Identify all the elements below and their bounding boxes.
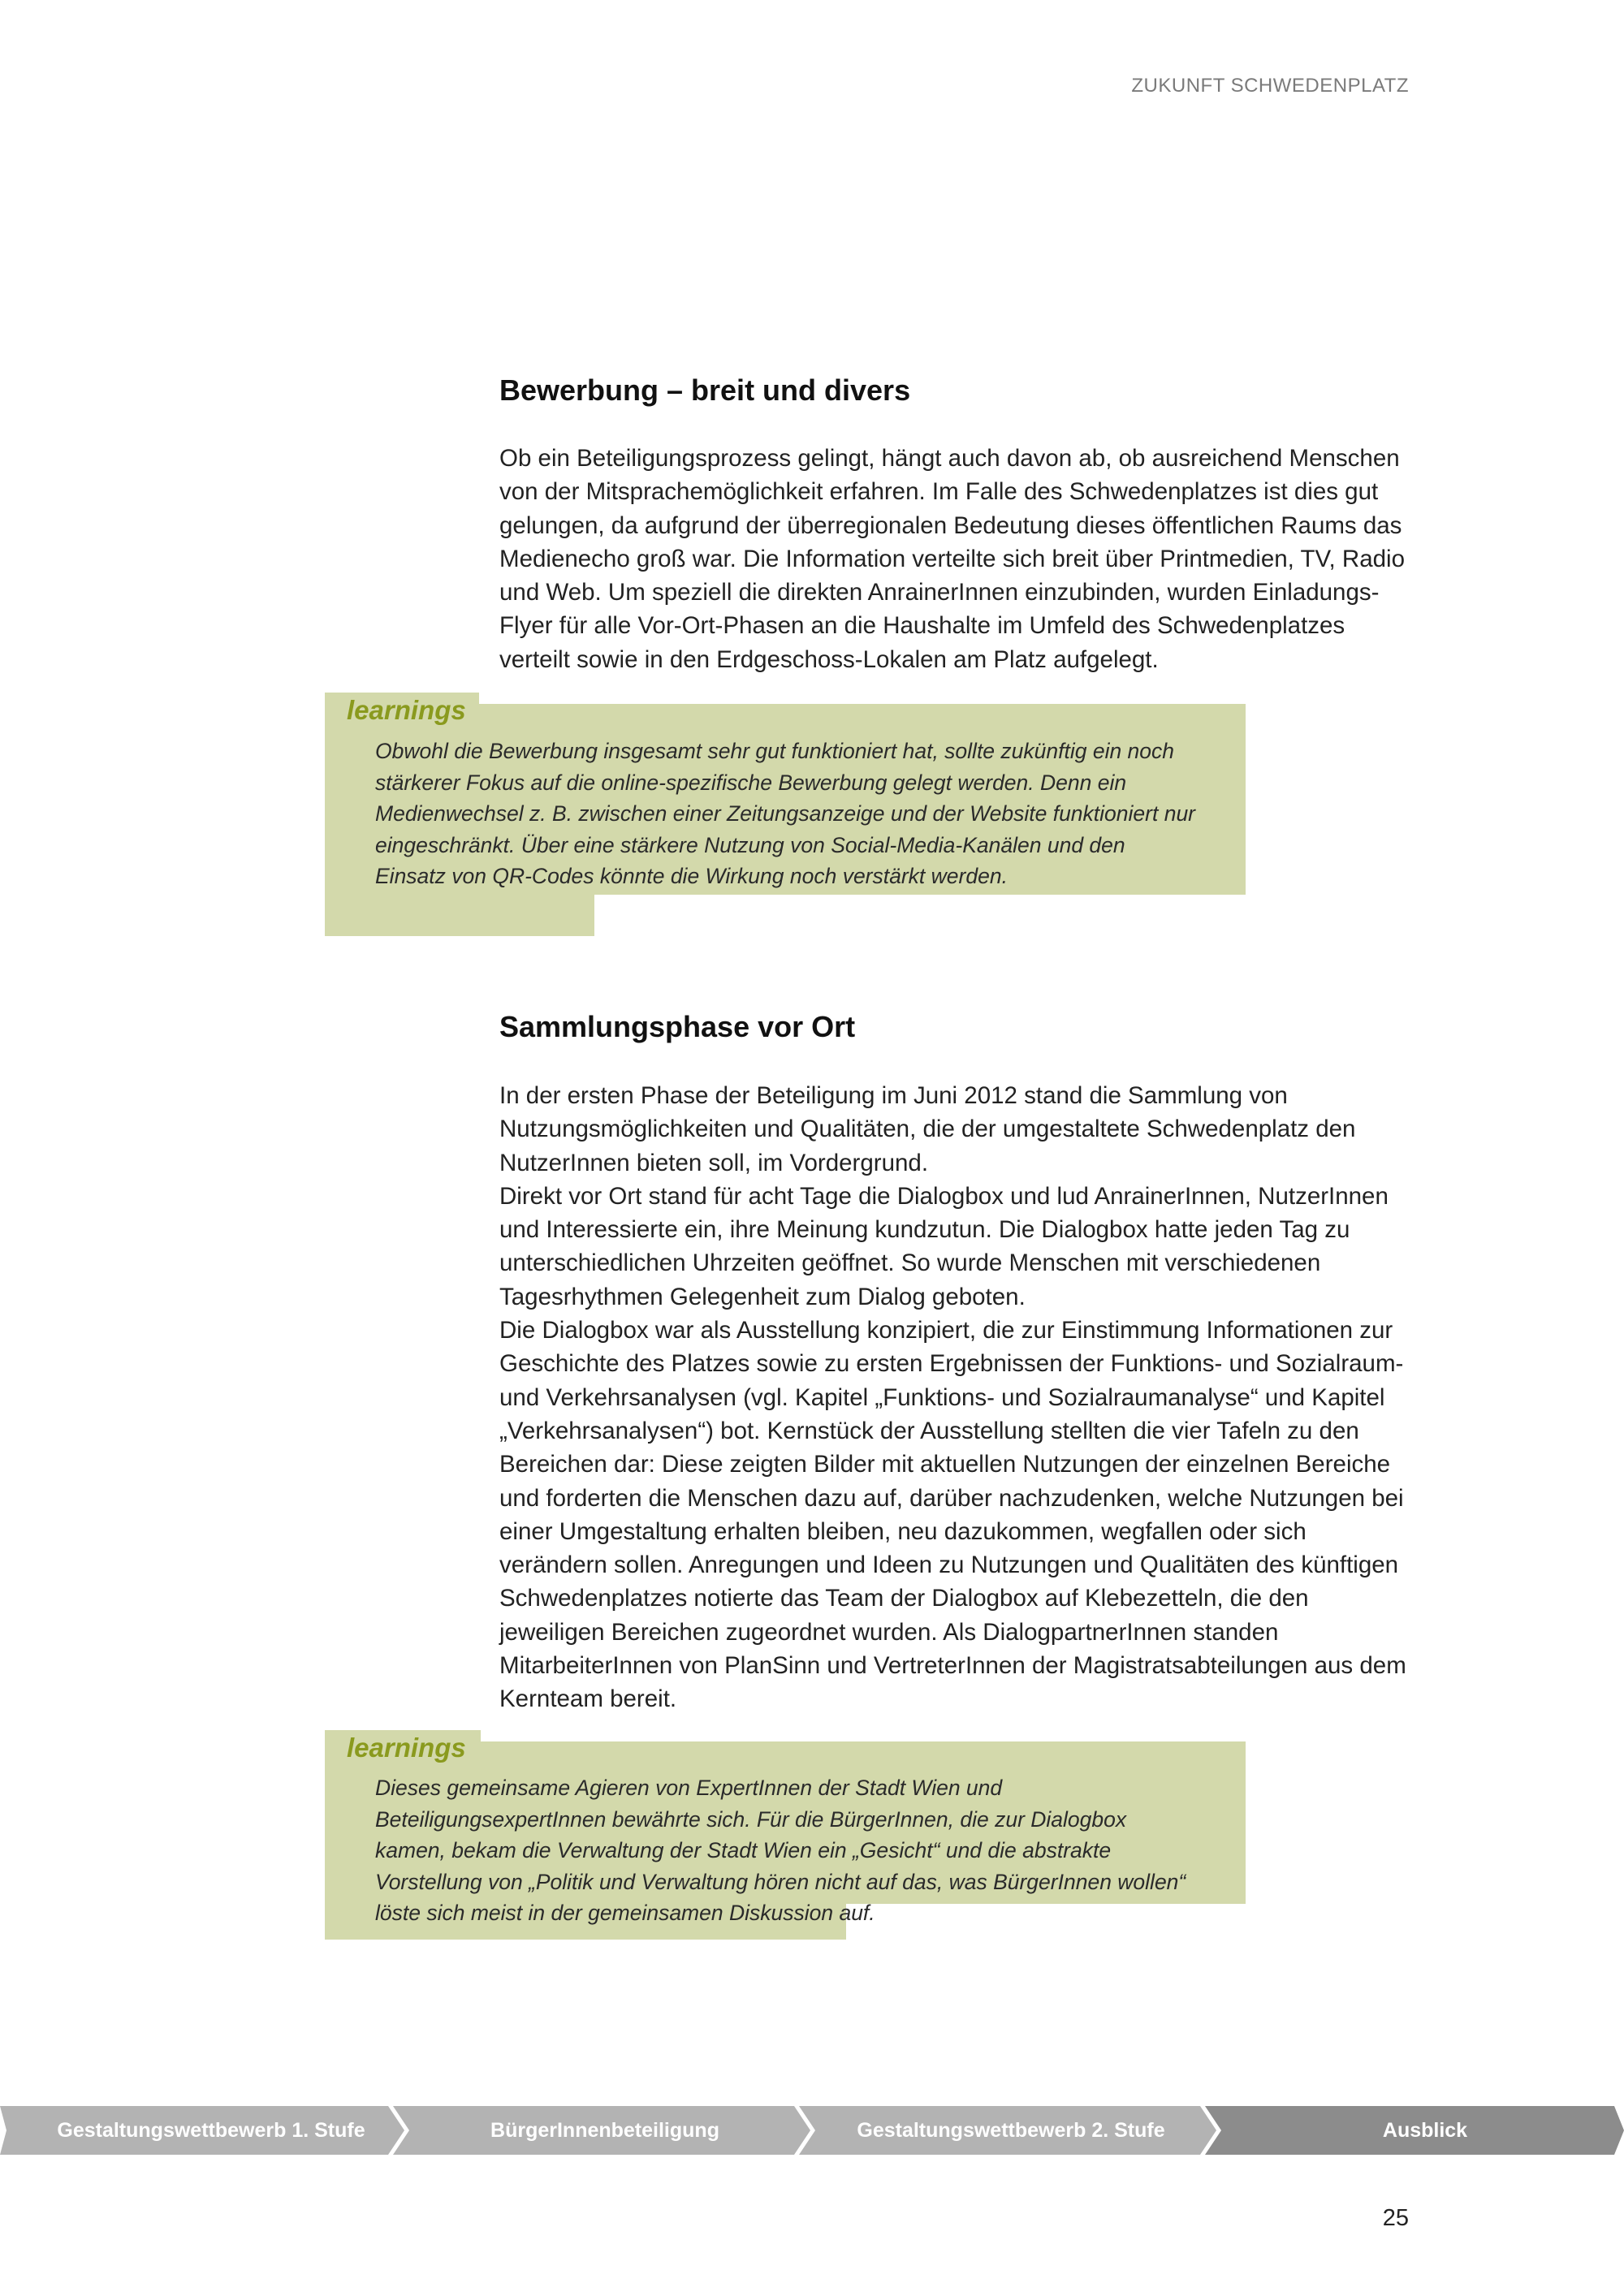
section-title-sammlungsphase: Sammlungsphase vor Ort [499,1010,856,1043]
nav-step-gestaltungswettbewerb-2[interactable]: Gestaltungswettbewerb 2. Stufe [857,2119,1165,2142]
paragraph: Die Dialogbox war als Ausstellung konzipiert, die zur Einstimmung Informationen zur Geschichte des Platzes sowie zu ersten Ergebnissen der Funktions- und Sozialraum- und Verkehrsanalysen (vgl. Kapitel „Funktions- und Sozialraumanalyse“ und Kapitel „Verkehrsanalysen“) bot. Kernstück der Ausstellung stellten die vier Tafeln zu den Bereichen dar: Diese zeigten Bilder mit aktuellen Nutzungen der einzelnen Bereiche und forderten die Menschen dazu auf, darüber nachzudenken, welche Nutzungen bei einer Umgestaltung erhalten bleiben, neu dazukommen, wegfallen oder sich verändern sollen. Anregungen und Ideen zu Nutzungen und Qualitäten des künftigen Schwedenplatzes notierte das Team der Dialogbox auf Klebezetteln, die den jeweiligen Bereichen zugeordnet wurden. Als DialogpartnerInnen standen MitarbeiterInnen von PlanSinn und VertreterInnen der Magistratsabteilungen aus dem Kernteam bereit. [499,1317,1406,1713]
nav-step-gestaltungswettbewerb-1[interactable]: Gestaltungswettbewerb 1. Stufe [57,2119,365,2142]
nav-step-buergerinnenbeteiligung[interactable]: BürgerInnenbeteiligung [490,2119,719,2142]
learnings-text: Obwohl die Bewerbung insgesamt sehr gut funktioniert hat, sollte zukünftig ein noch stärkerer Fokus auf die online-spezifische Bewerbung gelegt werden. Denn ein Medienwechsel z. B. zwischen einer Zeitungsanzeige und der Website funktioniert nur eingeschränkt. Über eine stärkere Nutzung von Social-Media-Kanälen und den Einsatz von QR-Codes könnte die Wirkung noch verstärkt werden. [375,739,1196,889]
section-title-bewerbung: Bewerbung – breit und divers [499,373,911,407]
learnings-label: learnings [347,1733,466,1763]
chapter-navigation [0,2106,1624,2155]
running-header: ZUKUNFT SCHWEDENPLATZ [1131,75,1409,97]
paragraph: In der ersten Phase der Beteiligung im Juni 2012 stand die Sammlung von Nutzungsmöglichkeiten und Qualitäten, die der umgestaltete Schwedenplatz den NutzerInnen bieten soll, im Vordergrund. [499,1082,1356,1176]
paragraph: Ob ein Beteiligungsprozess gelingt, hängt auch davon ab, ob ausreichend Menschen von der Mitsprachemöglichkeit erfahren. Im Falle des Schwedenplatzes ist dies gut gelungen, da aufgrund der überregionalen Bedeutung dieses öffentlichen Raums das Medienecho groß war. Die Information verteilte sich breit über Printmedien, TV, Radio und Web. Um speziell die direkten AnrainerInnen einzubinden, wurden Einladungs-Flyer für alle Vor-Ort-Phasen an die Haushalte im Umfeld des Schwedenplatzes verteilt sowie in den Erdgeschoss-Lokalen am Platz aufgelegt. [499,445,1405,673]
nav-step-ausblick[interactable]: Ausblick [1382,2119,1468,2142]
section-body-sammlungsphase [499,1079,1413,1716]
section-body-bewerbung [499,442,1413,676]
page-number: 25 [1382,2205,1409,2231]
paragraph: Direkt vor Ort stand für acht Tage die Dialogbox und lud AnrainerInnen, NutzerInnen und Interessierte ein, ihre Meinung kundzutun. Die Dialogbox hatte jeden Tag zu unterschiedlichen Uhrzeiten geöffnet. So wurde Menschen mit verschiedenen Tagesrhythmen Gelegenheit zum Dialog geboten. [499,1182,1389,1310]
learnings-label: learnings [347,695,466,725]
learnings-text: Dieses gemeinsame Agieren von ExpertInnen der Stadt Wien und BeteiligungsexpertInnen bewährte sich. Für die BürgerInnen, die zur Dialogbox kamen, bekam die Verwaltung der Stadt Wien ein „Gesicht“ und die abstrakte Vorstellung von „Politik und Verwaltung hören nicht auf das, was BürgerInnen wollen“ löste sich meist in der gemeinsamen Diskussion auf. [375,1776,1186,1926]
